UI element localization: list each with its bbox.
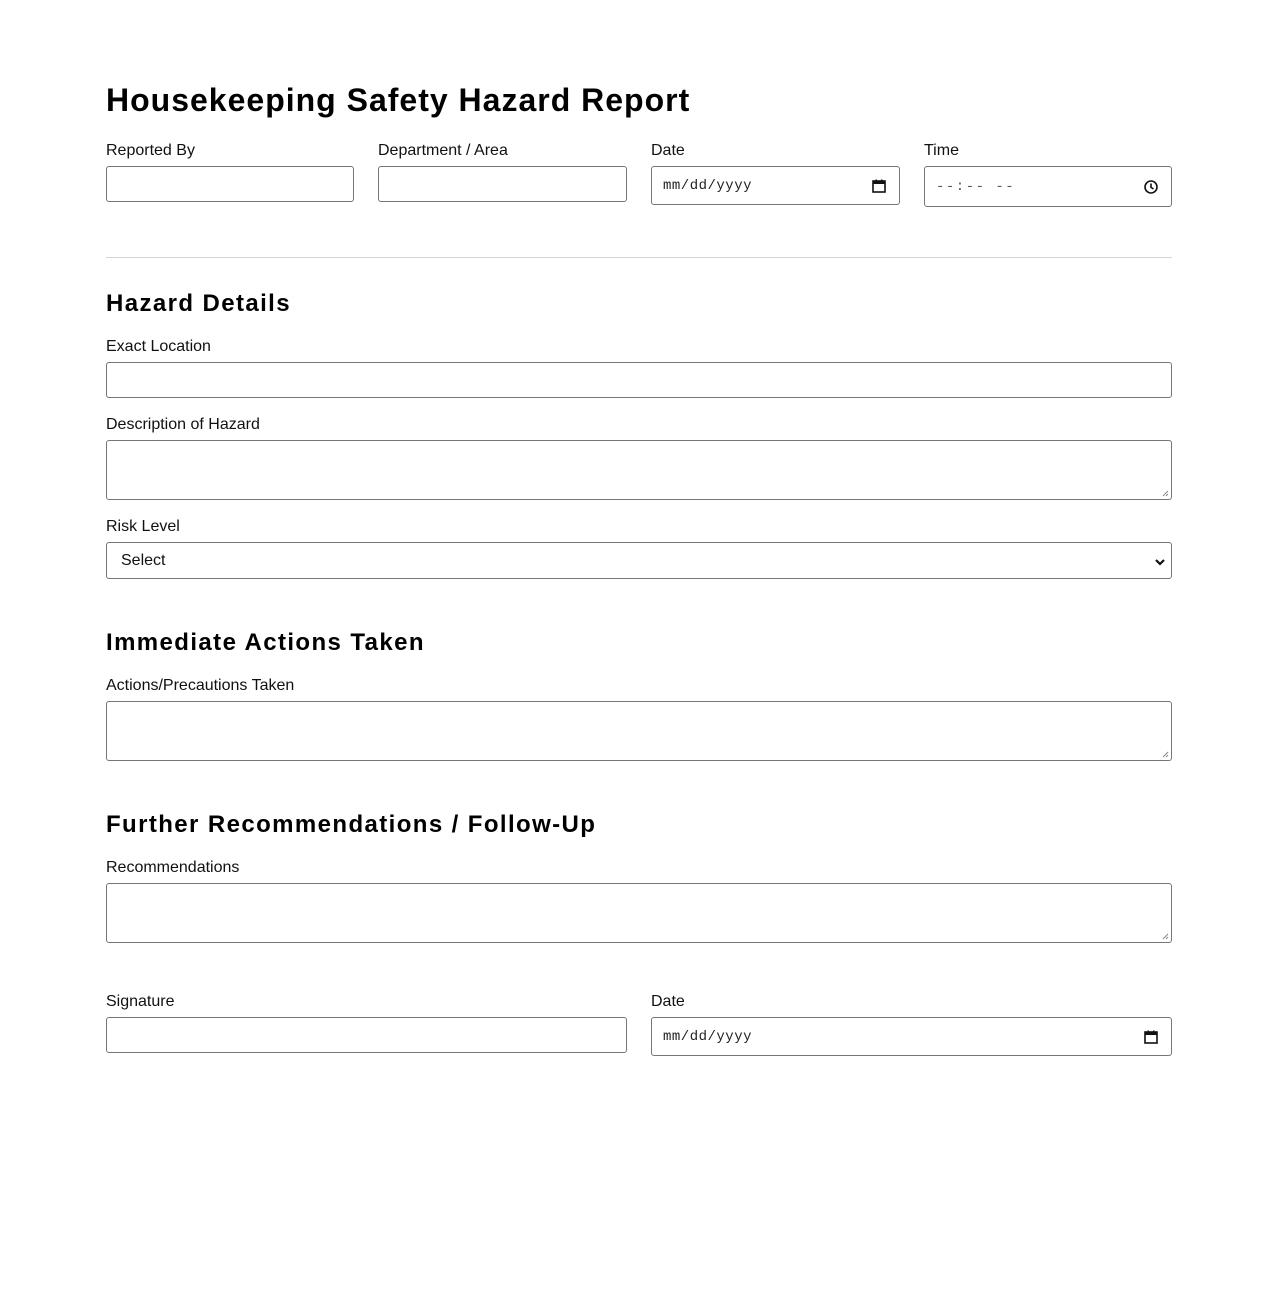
resize-handle-icon[interactable] (1161, 750, 1169, 758)
signature-label: Signature (106, 993, 175, 1010)
time-placeholder: --:-- -- (936, 178, 1016, 195)
immediate-actions-heading: Immediate Actions Taken (106, 629, 425, 656)
chevron-down-icon (1154, 555, 1166, 567)
resize-handle-icon[interactable] (1161, 932, 1169, 940)
exact-location-input[interactable] (106, 362, 1172, 398)
hazard-details-heading: Hazard Details (106, 290, 291, 317)
description-textarea[interactable] (106, 440, 1172, 500)
resize-handle-icon[interactable] (1161, 489, 1169, 497)
actions-label: Actions/Precautions Taken (106, 677, 295, 694)
clock-icon[interactable] (1143, 179, 1159, 195)
date-label: Date (651, 142, 685, 159)
page-title: Housekeeping Safety Hazard Report (106, 82, 691, 118)
risk-level-select[interactable] (106, 542, 1172, 579)
recommendations-textarea[interactable] (106, 883, 1172, 943)
department-label: Department / Area (378, 142, 508, 159)
department-input[interactable] (378, 166, 627, 202)
calendar-icon[interactable] (1143, 1029, 1159, 1045)
recommendations-heading: Further Recommendations / Follow-Up (106, 811, 597, 838)
calendar-icon[interactable] (871, 178, 887, 194)
risk-level-label: Risk Level (106, 518, 180, 535)
actions-textarea[interactable] (106, 701, 1172, 761)
time-label: Time (924, 142, 959, 159)
signoff-date-input[interactable] (651, 1017, 1172, 1056)
date-input[interactable] (651, 166, 900, 205)
risk-level-selected: Select (121, 551, 166, 569)
reported-by-input[interactable] (106, 166, 354, 202)
section-divider (106, 257, 1172, 258)
description-label: Description of Hazard (106, 416, 260, 433)
signoff-date-label: Date (651, 993, 685, 1010)
recommendations-label: Recommendations (106, 859, 240, 876)
time-input[interactable] (924, 166, 1172, 207)
signature-input[interactable] (106, 1017, 627, 1053)
exact-location-label: Exact Location (106, 338, 211, 355)
reported-by-label: Reported By (106, 142, 195, 159)
signoff-date-placeholder: mm/dd/yyyy (663, 1028, 753, 1045)
date-placeholder: mm/dd/yyyy (663, 177, 753, 194)
